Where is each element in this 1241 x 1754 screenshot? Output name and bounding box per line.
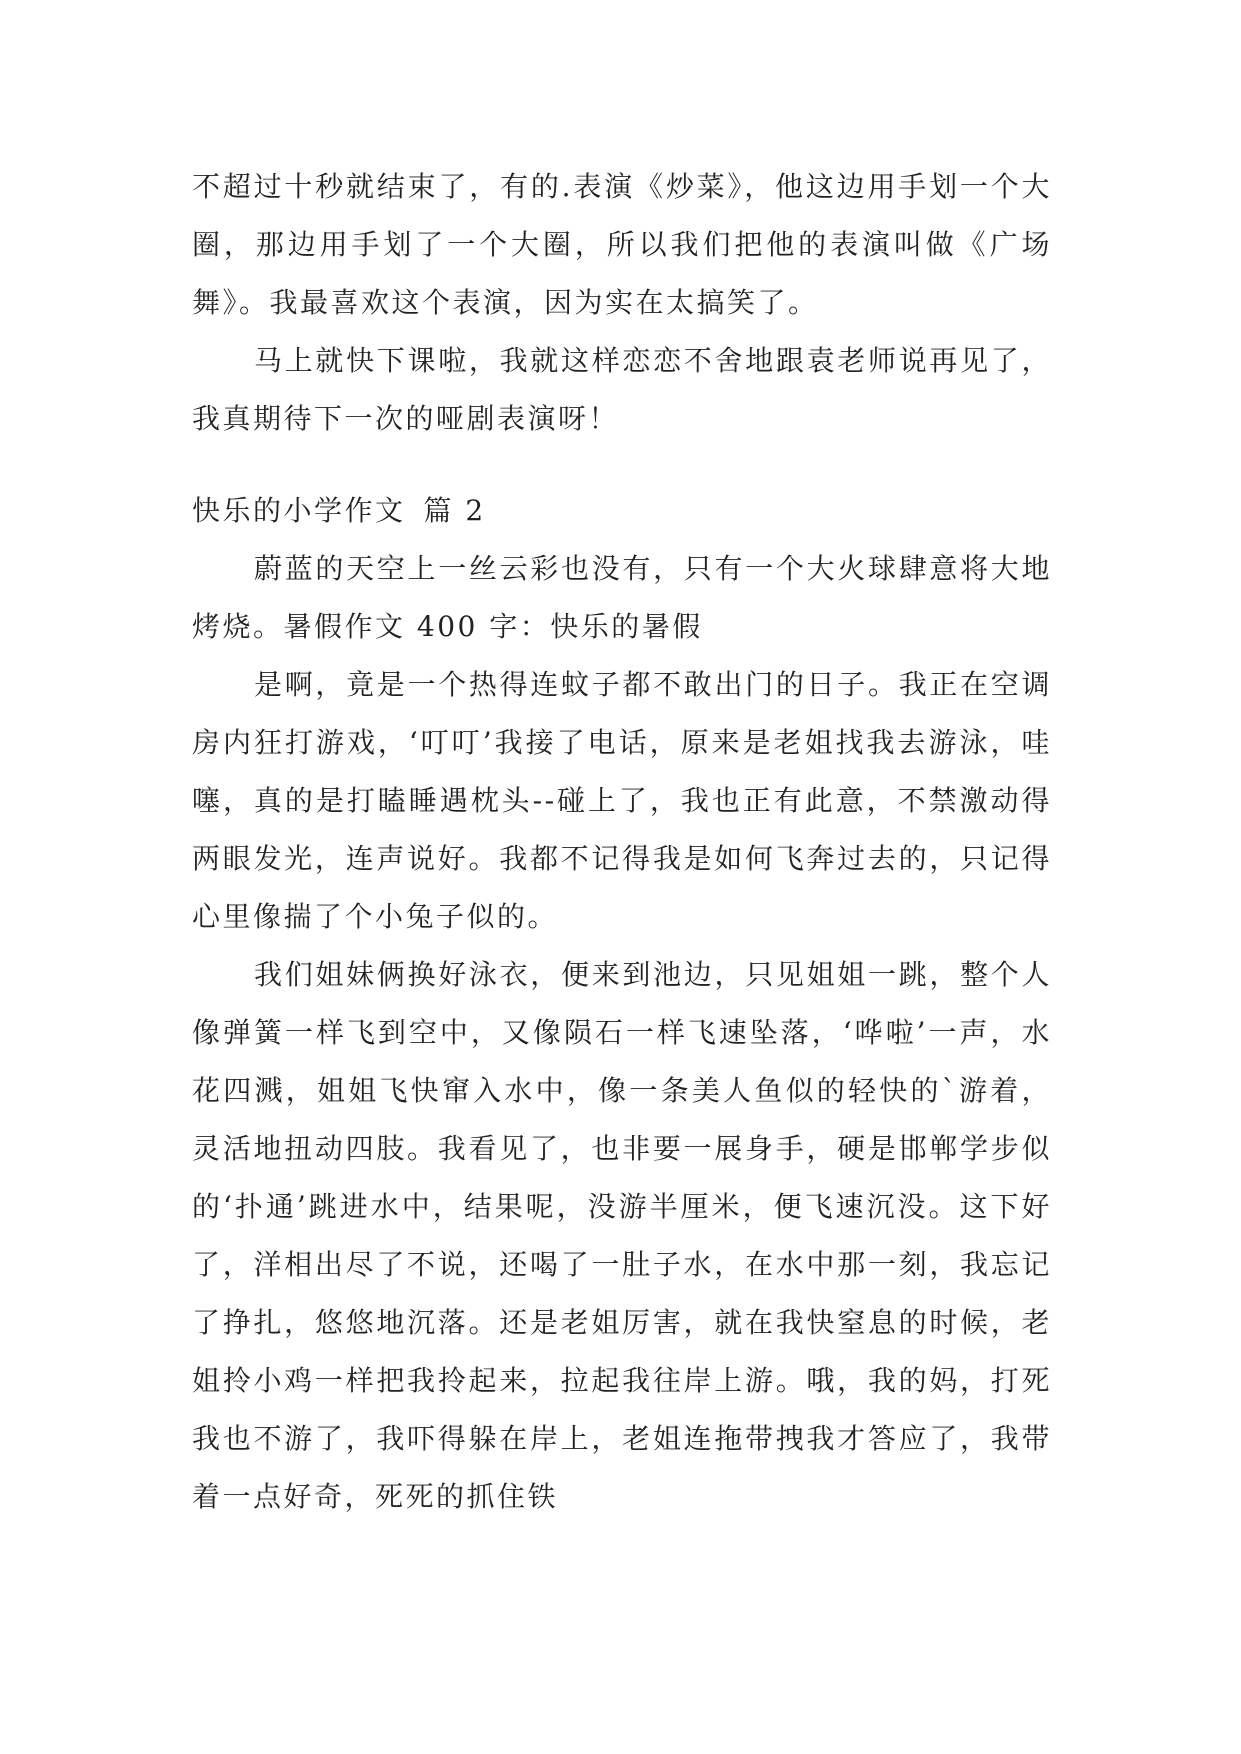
section-heading	[192, 482, 1052, 540]
paragraph-closing: 马上就快下课啦，我就这样恋恋不舍地跟袁老师说再见了，我真期待下一次的哑剧表演呀！	[192, 344, 1052, 435]
paragraph-continued: 不超过十秒就结束了，有的.表演《炒菜》，他这边用手划一个大圈，那边用手划了一个大圈，所以我们把他的表演叫做《广场舞》。我最喜欢这个表演，因为实在太搞笑了。	[192, 170, 1052, 319]
paragraph-intro: 蔚蓝的天空上一丝云彩也没有，只有一个大火球肆意将大地烤烧。暑假作文 400 字：快乐的暑假	[192, 552, 1052, 643]
section-heading-title: 快乐的小学作文	[192, 494, 406, 527]
document-page	[192, 158, 1052, 1526]
paragraph-phone-call: 是啊，竟是一个热得连蚊子都不敢出门的日子。我正在空调房内狂打游戏，‘叮叮’我接了电话，原来是老姐找我去游泳，哇噻，真的是打瞌睡遇枕头--碰上了，我也正有此意，不禁激动得两眼发光，连声说好。我都不记得我是如何飞奔过去的，只记得心里像揣了个小兔子似的。	[192, 668, 1052, 933]
paragraph-swimming: 我们姐妹俩换好泳衣，便来到池边，只见姐姐一跳，整个人像弹簧一样飞到空中，又像陨石一样飞速坠落，‘哗啦’一声，水花四溅，姐姐飞快窜入水中，像一条美人鱼似的轻快的`游着，灵活地扭动四肢。我看见了，也非要一展身手，硬是邯郸学步似的‘扑通’跳进水中，结果呢，没游半厘米，便飞速沉没。这下好了，洋相出尽了不说，还喝了一肚子水，在水中那一刻，我忘记了挣扎，悠悠地沉落。还是老姐厉害，就在我快窒息的时候，老姐拎小鸡一样把我拎起来，拉起我往岸上游。哦，我的妈，打死我也不游了，我吓得躲在岸上，老姐连拖带拽我才答应了，我带着一点好奇，死死的抓住铁	[192, 958, 1052, 1513]
section-heading-number: 篇 2	[423, 494, 486, 527]
